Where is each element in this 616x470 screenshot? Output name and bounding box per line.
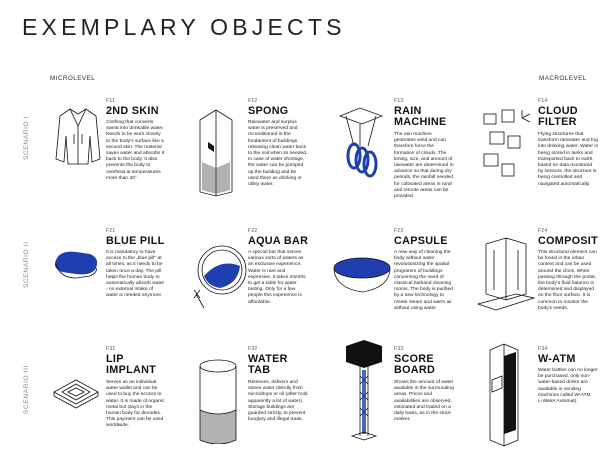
object-description: The rain machine generates wind and can therefore force the formation of clouds. The timing, size, and amount of rainwater are determined in advance so that during dry periods, the rainfall needed for cultivated areas in rural and remote areas can be provided. bbox=[394, 132, 454, 200]
blue-pill-illustration bbox=[50, 242, 102, 292]
object-number: F22 bbox=[248, 228, 258, 234]
scenario-2-label: SCENARIO II bbox=[23, 241, 30, 288]
object-name: CAPSULE bbox=[394, 235, 448, 247]
object-number: F24 bbox=[538, 228, 548, 234]
object-name: SPONG bbox=[248, 105, 289, 117]
object-score-board bbox=[332, 340, 472, 470]
aqua-bar-illustration bbox=[190, 236, 248, 316]
object-number: F33 bbox=[394, 346, 404, 352]
object-number: F32 bbox=[248, 346, 258, 352]
object-number: F34 bbox=[538, 346, 548, 352]
object-description: Clothing that converts sweat into drinkable water. Needs to be worn closely to the body's surface like a second skin. The material saves water and absorbs it back to the body. It also prevents the body to overheat at temperatures more than 40°. bbox=[106, 120, 165, 181]
object-name-line-2: BOARD bbox=[394, 364, 436, 376]
score-board-illustration bbox=[342, 340, 394, 450]
object-composit bbox=[476, 222, 616, 352]
object-name: 2ND SKIN bbox=[106, 105, 159, 117]
object-description: This structural element can be found in the urban context and can be used around the clock. When passing through the portal, the body's fluid balance is determined and displayed on the floor surface. It is common to monitor the body's needs. bbox=[538, 250, 597, 311]
object-w-atm bbox=[476, 340, 616, 470]
object-description: It is mandatory to have access to the „blue pill" at all times, as it needs to be taken once a day. The pill helps the human body to automatically absorb water - no external intake of water is needed anymore. bbox=[106, 250, 165, 299]
object-2nd-skin bbox=[48, 92, 188, 222]
object-number: F21 bbox=[106, 228, 116, 234]
object-description: Shows the amount of water available in the surrounding areas. Prices and availabilities are observed, estimated and traded on a daily basis, as in the stock market. bbox=[394, 380, 454, 423]
object-description: Serves as an individual water wallet and can be used to buy the access to water. It is made of organic metal but stays in the human body for decades. This payment can be used worldwide. bbox=[106, 380, 165, 429]
object-description: Water bottles can no longer be purchased, only non-water-based drinks are available in vending machines called W-ATM (=Water Automat). bbox=[538, 368, 598, 405]
microlevel-label: MICROLEVEL bbox=[50, 75, 96, 82]
page-title: EXEMPLARY OBJECTS bbox=[22, 14, 346, 40]
capsule-illustration bbox=[332, 248, 394, 318]
scenario-3-label: SCENARIO III bbox=[23, 365, 30, 414]
object-name-line-1: SCORE bbox=[394, 353, 434, 365]
object-number: F12 bbox=[248, 98, 258, 104]
object-description: Retrieves, delivers and stores water directly from microdrops or oil (after hold apparently a lot of water). Storage buildings are guarded strictly, to prevent burglary and illegal trade. bbox=[248, 380, 308, 423]
object-name-line-2: FILTER bbox=[538, 116, 577, 128]
object-name-line-1: WATER bbox=[248, 353, 288, 365]
object-name-line-1: RAIN bbox=[394, 105, 422, 117]
object-description: Flying structures that transform rainwater and fog into drinking water. Water is being stored in tanks and transported back to earth, based on data monitored by sensors, the structure is being controlled and navigated automatically. bbox=[538, 132, 598, 187]
object-rain-machine bbox=[332, 92, 472, 222]
object-number: F31 bbox=[106, 346, 116, 352]
macrolevel-label: MACROLEVEL bbox=[539, 75, 587, 82]
object-lip-implant bbox=[48, 340, 188, 470]
building-illustration bbox=[192, 102, 244, 197]
object-name: COMPOSIT bbox=[538, 235, 598, 247]
composit-illustration bbox=[476, 236, 536, 316]
object-cloud-filter bbox=[476, 92, 616, 222]
object-name: W-ATM bbox=[538, 353, 576, 365]
object-name: BLUE PILL bbox=[106, 235, 165, 247]
jacket-illustration bbox=[52, 104, 104, 179]
lip-implant-illustration bbox=[50, 368, 102, 418]
object-number: F13 bbox=[394, 98, 404, 104]
object-capsule bbox=[332, 222, 472, 352]
object-description: Rainwater and surplus water is preserved and reconditioned in the fundament of buildings releasing clean water back to the soil when its needed. In case of water shortage, the water can be pumped up the building and be used there as drinking or utility water. bbox=[248, 120, 308, 188]
object-description: A special bar that serves various sorts of waters as an exclusive experience. Water is rare and expensive, it takes months to get a table for water tasting. Only for a few people this experience is affordable. bbox=[248, 250, 306, 305]
water-tab-illustration bbox=[192, 354, 244, 444]
object-name-line-1: CLOUD bbox=[538, 105, 578, 117]
object-water-tab bbox=[190, 340, 330, 470]
object-aqua-bar bbox=[190, 222, 330, 352]
cloud-filter-illustration bbox=[476, 106, 532, 191]
object-name-line-1: LIP bbox=[106, 353, 124, 365]
scenario-1-label: SCENARIO I bbox=[23, 115, 30, 160]
rain-machine-illustration bbox=[332, 106, 390, 186]
object-number: F14 bbox=[538, 98, 548, 104]
object-spong bbox=[190, 92, 330, 222]
w-atm-illustration bbox=[478, 340, 530, 450]
object-description: A new way of cleaning the body without water revolutionizing the spatial programm of buildings concerning the need of classical bathand cleaning rooms. The body is purified by a new technology to create steam and warm air without using water. bbox=[394, 250, 453, 311]
object-number: F11 bbox=[106, 98, 116, 104]
object-blue-pill bbox=[48, 222, 188, 352]
object-name-line-2: TAB bbox=[248, 364, 271, 376]
object-number: F23 bbox=[394, 228, 404, 234]
object-name-line-2: IMPLANT bbox=[106, 364, 157, 376]
object-name-line-2: MACHINE bbox=[394, 116, 447, 128]
object-name: AQUA BAR bbox=[248, 235, 309, 247]
